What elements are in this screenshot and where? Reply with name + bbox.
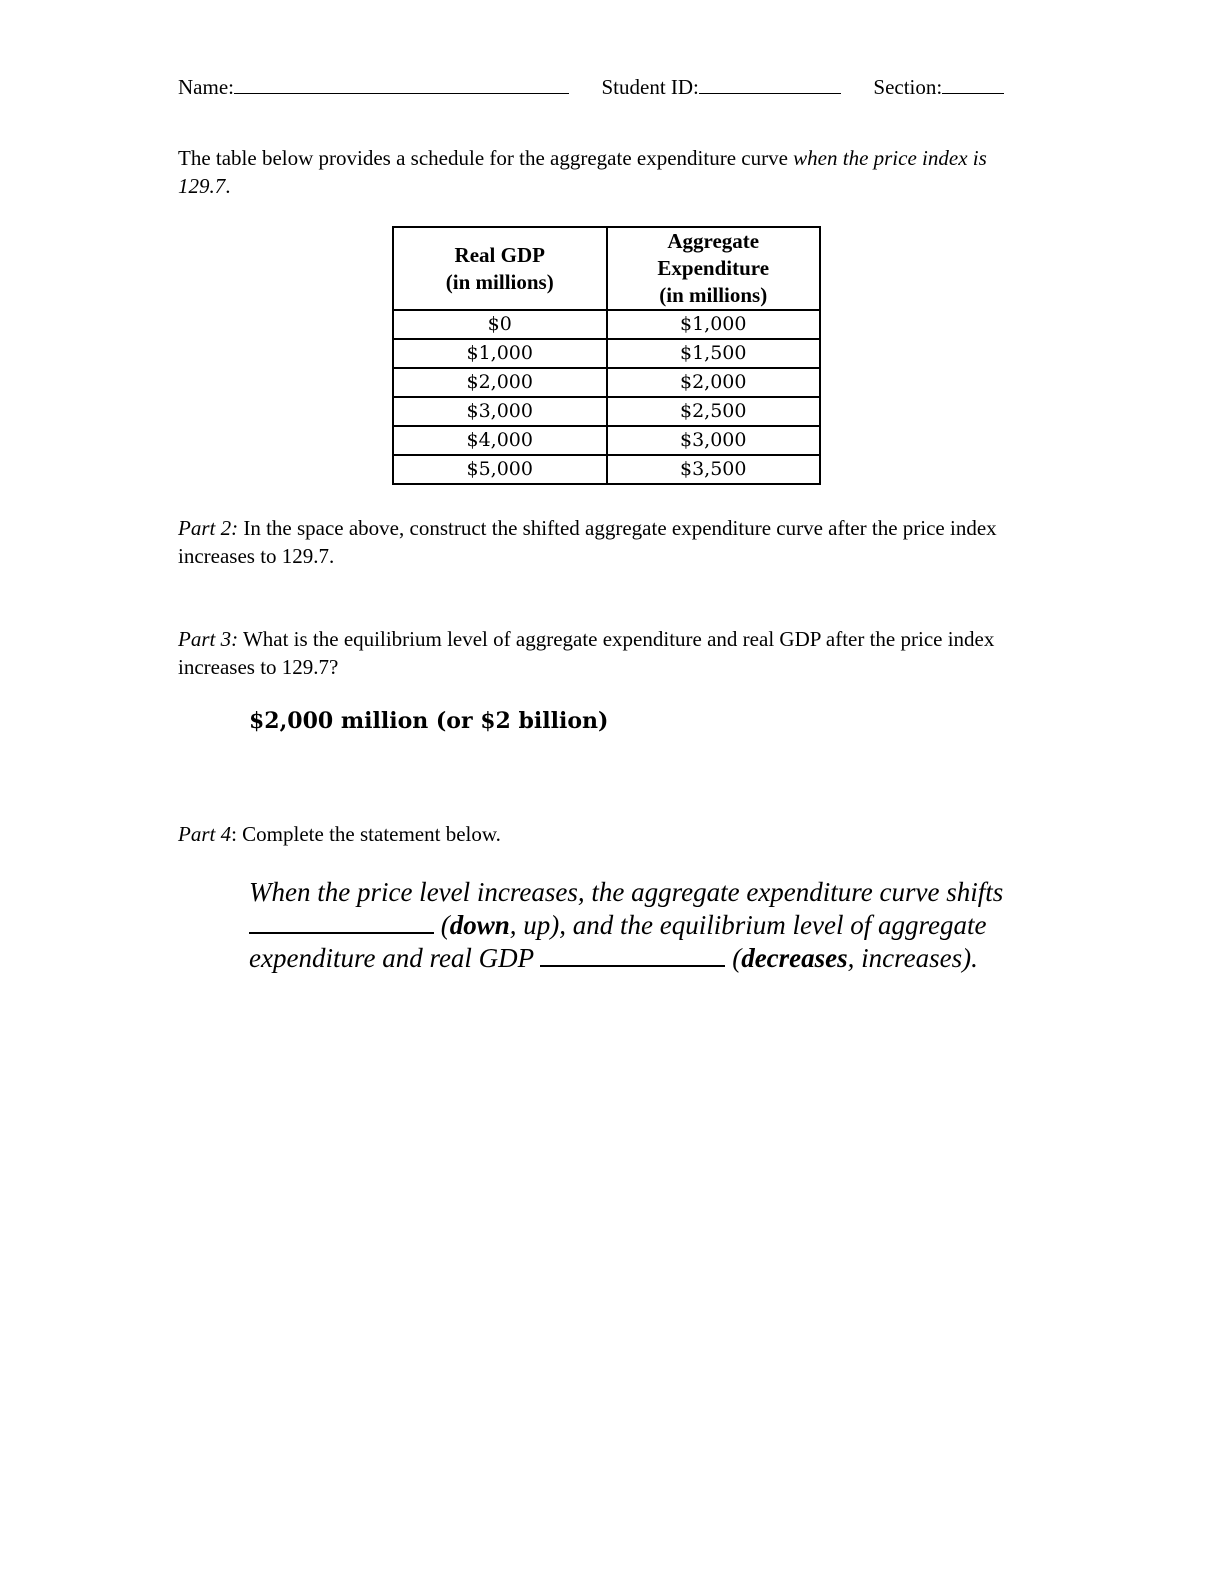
- part4-instruction: [178, 820, 1038, 848]
- part3-question: [178, 625, 1038, 681]
- table-header-row: [393, 227, 820, 310]
- table-row: [393, 455, 820, 484]
- cell: $5,000: [393, 455, 607, 484]
- cell: $3,500: [607, 455, 821, 484]
- student-id-label: Student ID:: [601, 75, 699, 99]
- cell: $4,000: [393, 426, 607, 455]
- cell: $2,000: [393, 368, 607, 397]
- cell: $3,000: [607, 426, 821, 455]
- cell: $3,000: [393, 397, 607, 426]
- part2-question: [178, 514, 1038, 570]
- name-label: Name:: [178, 75, 234, 99]
- answer-decreases: decreases: [741, 943, 848, 973]
- ae-schedule-table: [392, 226, 821, 485]
- shift-blank[interactable]: [249, 910, 434, 934]
- section-label: Section:: [873, 75, 943, 99]
- part2-text: In the space above, construct the shifted aggregate expenditure curve after the price index increases to 129.7.: [178, 516, 997, 568]
- col-real-gdp: Real GDP (in millions): [393, 227, 607, 310]
- cell: $2,000: [607, 368, 821, 397]
- cell: $1,500: [607, 339, 821, 368]
- part4-label: Part 4: [178, 822, 232, 846]
- equilibrium-blank[interactable]: [540, 943, 725, 967]
- part4-text: : Complete the statement below.: [231, 822, 501, 846]
- intro-text: The table below provides a schedule for the aggregate expenditure curve: [178, 146, 794, 170]
- table-row: [393, 426, 820, 455]
- header-fields: [178, 73, 1004, 101]
- part4-statement: [249, 876, 1019, 975]
- statement-text: , increases).: [847, 943, 978, 973]
- intro-paragraph: [178, 144, 1038, 200]
- section-field[interactable]: [942, 75, 1004, 94]
- cell: $2,500: [607, 397, 821, 426]
- cell: $1,000: [607, 310, 821, 339]
- part3-text: What is the equilibrium level of aggregate expenditure and real GDP after the price index increases to 129.7?: [178, 627, 995, 679]
- statement-text: (: [725, 943, 742, 973]
- cell: $1,000: [393, 339, 607, 368]
- table-row: [393, 310, 820, 339]
- statement-text: , up), and the equilibrium level of aggregate expenditure and real GDP: [249, 910, 987, 973]
- cell: $0: [393, 310, 607, 339]
- part3-answer: $2,000 million (or $2 billion): [249, 708, 609, 734]
- col-aggregate-expenditure: Aggregate Expenditure (in millions): [607, 227, 821, 310]
- answer-down: down: [449, 910, 510, 940]
- table-row: [393, 339, 820, 368]
- table-row: [393, 368, 820, 397]
- intro-end: .: [225, 174, 231, 198]
- statement-text: When the price level increases, the aggregate expenditure curve shifts: [249, 877, 1004, 907]
- statement-text: (: [434, 910, 450, 940]
- table-row: [393, 397, 820, 426]
- part3-label: Part 3:: [178, 627, 239, 651]
- student-id-field[interactable]: [699, 75, 841, 94]
- intro-italic: when the price index is 129.7: [178, 146, 987, 198]
- name-field[interactable]: [234, 75, 569, 94]
- part2-label: Part 2:: [178, 516, 239, 540]
